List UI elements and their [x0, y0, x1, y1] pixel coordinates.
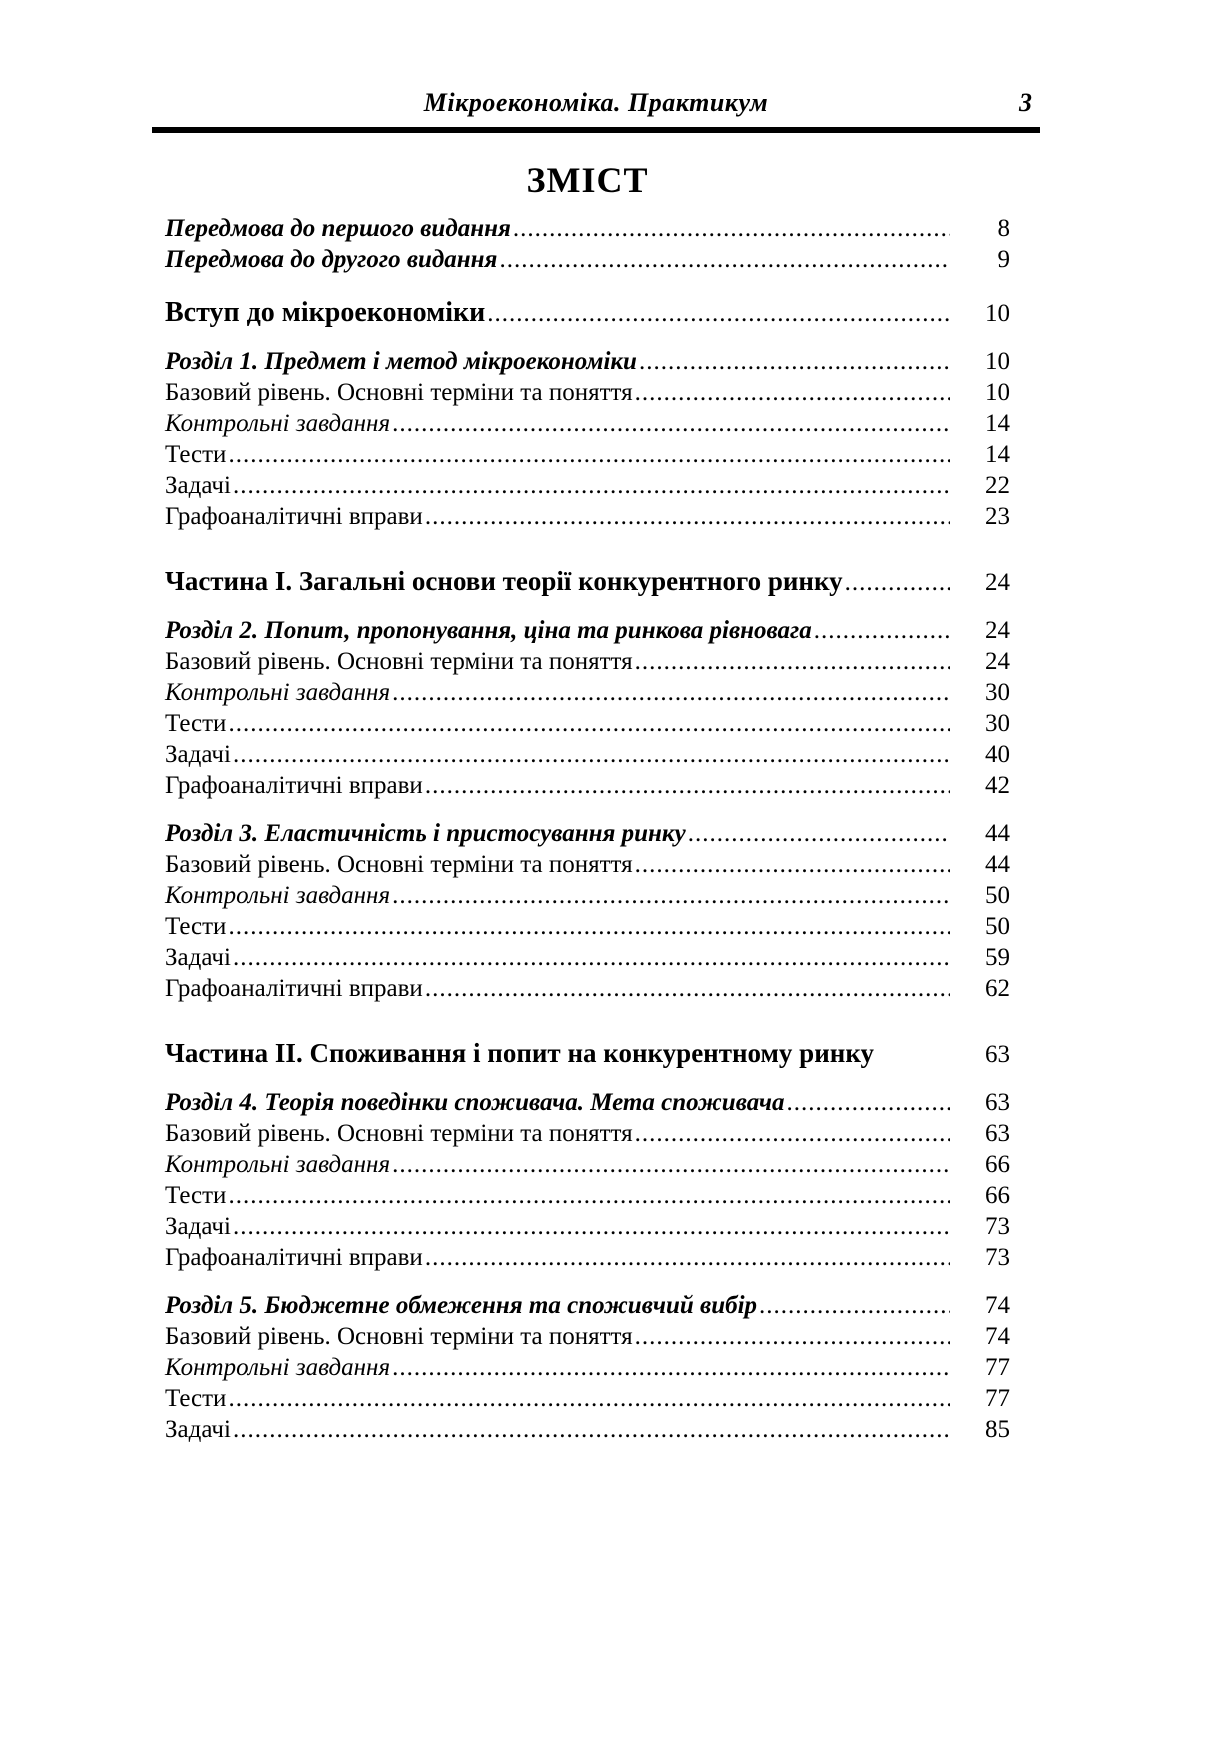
toc-entry — [165, 615, 1010, 646]
toc-entry — [165, 1180, 1010, 1211]
toc-entry — [165, 1149, 1010, 1180]
toc-entry-label: Розділ 5. Бюджетне обмеження та споживчий вибір — [165, 1292, 758, 1319]
toc-entry-page: 10 — [985, 379, 1010, 406]
toc-entry-label: Розділ 2. Попит, пропонування, ціна та ринкова рівновага — [165, 617, 812, 644]
toc-entry-label: Графоаналітичні вправи — [165, 1244, 423, 1271]
toc-entry-page: 8 — [997, 215, 1010, 242]
toc-leader-dots — [635, 377, 950, 408]
toc-title: ЗМІСТ — [526, 160, 649, 200]
toc-leader-dots — [228, 439, 950, 470]
toc-entry-page: 23 — [985, 503, 1010, 530]
toc-leader-dots — [392, 677, 950, 708]
toc-leader-dots — [688, 818, 950, 849]
toc-entry-page: 74 — [985, 1292, 1010, 1319]
toc-entry-page: 62 — [985, 975, 1010, 1002]
toc-entry-label: Графоаналітичні вправи — [165, 975, 423, 1002]
toc-leader-dots — [392, 880, 950, 911]
toc-entry-label: Задачі — [165, 944, 231, 971]
toc-entry-label: Базовий рівень. Основні терміни та поняття — [165, 648, 633, 675]
toc-entry-label: Контрольні завдання — [165, 882, 391, 909]
toc-leader-dots — [228, 911, 950, 942]
toc-entry — [165, 1383, 1010, 1414]
toc-leader-dots — [228, 1180, 950, 1211]
toc-entry — [165, 880, 1010, 911]
toc-entry — [165, 770, 1010, 801]
toc-leader-dots — [635, 1321, 950, 1352]
toc-entry-page: 44 — [985, 820, 1010, 847]
toc-entry — [165, 408, 1010, 439]
toc-entry — [165, 1414, 1010, 1445]
toc-entry — [165, 297, 1010, 329]
toc-leader-dots — [425, 973, 950, 1004]
toc-entry-label: Частина I. Загальні основи теорії конкурентного ринку — [165, 566, 843, 596]
toc-entry-page: 85 — [985, 1416, 1010, 1443]
toc-entry-page: 77 — [985, 1354, 1010, 1381]
toc-entry-page: 50 — [985, 913, 1010, 940]
toc-entry — [165, 818, 1010, 849]
toc-entry — [165, 911, 1010, 942]
toc-entry — [165, 470, 1010, 501]
toc-entry-page: 14 — [985, 441, 1010, 468]
toc-entry-label: Тести — [165, 1385, 227, 1412]
toc-entry-label: Задачі — [165, 1213, 231, 1240]
toc-entry-page: 73 — [985, 1213, 1010, 1240]
toc-list — [165, 213, 1010, 1445]
toc-entry-label: Передмова до першого видання — [165, 215, 511, 242]
toc-entry-page: 63 — [985, 1089, 1010, 1116]
toc-entry-page: 24 — [985, 648, 1010, 675]
toc-entry — [165, 1352, 1010, 1383]
toc-entry-page: 59 — [985, 944, 1010, 971]
toc-leader-dots — [392, 408, 950, 439]
toc-leader-dots — [392, 1149, 950, 1180]
toc-leader-dots — [845, 567, 950, 598]
toc-entry — [165, 1087, 1010, 1118]
toc-entry — [165, 1118, 1010, 1149]
toc-entry-page: 66 — [985, 1182, 1010, 1209]
toc-leader-dots — [639, 346, 950, 377]
toc-entry-page: 24 — [985, 569, 1010, 596]
toc-entry-label: Розділ 4. Теорія поведінки споживача. Мета споживача — [165, 1089, 785, 1116]
toc-entry — [165, 708, 1010, 739]
toc-leader-dots — [425, 501, 950, 532]
toc-entry — [165, 1321, 1010, 1352]
toc-entry — [165, 566, 1010, 598]
toc-entry-label: Тести — [165, 1182, 227, 1209]
toc-leader-dots — [233, 942, 950, 973]
toc-leader-dots — [425, 770, 950, 801]
toc-entry-label: Контрольні завдання — [165, 410, 391, 437]
toc-entry-page: 10 — [985, 300, 1010, 327]
toc-entry-page: 24 — [985, 617, 1010, 644]
toc-entry-page: 30 — [985, 710, 1010, 737]
toc-entry — [165, 1038, 1010, 1070]
toc-leader-dots — [233, 1211, 950, 1242]
toc-entry — [165, 213, 1010, 244]
toc-entry-label: Тести — [165, 913, 227, 940]
toc-leader-dots — [635, 646, 950, 677]
toc-entry-page: 30 — [985, 679, 1010, 706]
toc-entry-label: Передмова до другого видання — [165, 246, 498, 273]
toc-entry-label: Задачі — [165, 741, 231, 768]
toc-leader-dots — [228, 1383, 950, 1414]
toc-entry — [165, 849, 1010, 880]
toc-leader-dots — [513, 213, 950, 244]
toc-entry — [165, 646, 1010, 677]
toc-leader-dots — [635, 1118, 950, 1149]
toc-entry — [165, 942, 1010, 973]
toc-entry-page: 42 — [985, 772, 1010, 799]
toc-entry-label: Контрольні завдання — [165, 1354, 391, 1381]
toc-entry — [165, 377, 1010, 408]
toc-entry-page: 22 — [985, 472, 1010, 499]
toc-entry — [165, 346, 1010, 377]
toc-entry-label: Контрольні завдання — [165, 1151, 391, 1178]
toc-entry-label: Вступ до мікроекономіки — [165, 297, 486, 328]
toc-entry-label: Базовий рівень. Основні терміни та поняття — [165, 1323, 633, 1350]
toc-entry-page: 44 — [985, 851, 1010, 878]
toc-entry-label: Тести — [165, 710, 227, 737]
toc-entry — [165, 439, 1010, 470]
toc-entry — [165, 739, 1010, 770]
toc-entry — [165, 1242, 1010, 1273]
toc-entry-label: Тести — [165, 441, 227, 468]
toc-entry-page: 40 — [985, 741, 1010, 768]
toc-entry-label: Задачі — [165, 1416, 231, 1443]
running-header-title: Мікроекономіка. Практикум — [423, 88, 769, 117]
toc-entry-page: 74 — [985, 1323, 1010, 1350]
toc-leader-dots — [759, 1290, 950, 1321]
toc-entry-page: 63 — [985, 1120, 1010, 1147]
toc-entry-label: Базовий рівень. Основні терміни та поняття — [165, 379, 633, 406]
toc-entry-page: 63 — [985, 1041, 1010, 1068]
toc-entry-page: 50 — [985, 882, 1010, 909]
toc-entry-page: 14 — [985, 410, 1010, 437]
toc-leader-dots — [233, 470, 950, 501]
toc-entry-label: Базовий рівень. Основні терміни та поняття — [165, 1120, 633, 1147]
toc-entry — [165, 501, 1010, 532]
toc-entry-label: Графоаналітичні вправи — [165, 503, 423, 530]
toc-entry — [165, 244, 1010, 275]
toc-entry — [165, 973, 1010, 1004]
toc-leader-dots — [233, 739, 950, 770]
toc-leader-dots — [425, 1242, 950, 1273]
toc-leader-dots — [499, 244, 950, 275]
toc-entry — [165, 677, 1010, 708]
toc-entry-label: Розділ 3. Еластичність і пристосування ринку — [165, 820, 686, 847]
toc-leader-dots — [233, 1414, 950, 1445]
toc-leader-dots — [228, 708, 950, 739]
page-header — [152, 88, 1040, 118]
toc-entry-label: Розділ 1. Предмет і метод мікроекономіки — [165, 348, 637, 375]
document-page — [0, 88, 1213, 1742]
toc-entry-page: 77 — [985, 1385, 1010, 1412]
toc-entry-page: 9 — [997, 246, 1010, 273]
toc-entry — [165, 1211, 1010, 1242]
toc-entry-label: Графоаналітичні вправи — [165, 772, 423, 799]
toc-entry-page: 73 — [985, 1244, 1010, 1271]
toc-leader-dots — [814, 615, 950, 646]
toc-entry-label: Контрольні завдання — [165, 679, 391, 706]
toc-entry-label: Базовий рівень. Основні терміни та поняття — [165, 851, 633, 878]
page-number: 3 — [1019, 88, 1032, 117]
header-divider-rule — [152, 127, 1040, 133]
toc-leader-dots — [635, 849, 950, 880]
toc-entry-page: 66 — [985, 1151, 1010, 1178]
toc-leader-dots — [392, 1352, 950, 1383]
toc-leader-dots — [487, 298, 950, 329]
toc-entry — [165, 1290, 1010, 1321]
toc-content — [165, 159, 1010, 1445]
toc-leader-dots — [786, 1087, 950, 1118]
toc-entry-label: Задачі — [165, 472, 231, 499]
toc-entry-label: Частина II. Споживання і попит на конкурентному ринку — [165, 1038, 874, 1068]
toc-entry-page: 10 — [985, 348, 1010, 375]
